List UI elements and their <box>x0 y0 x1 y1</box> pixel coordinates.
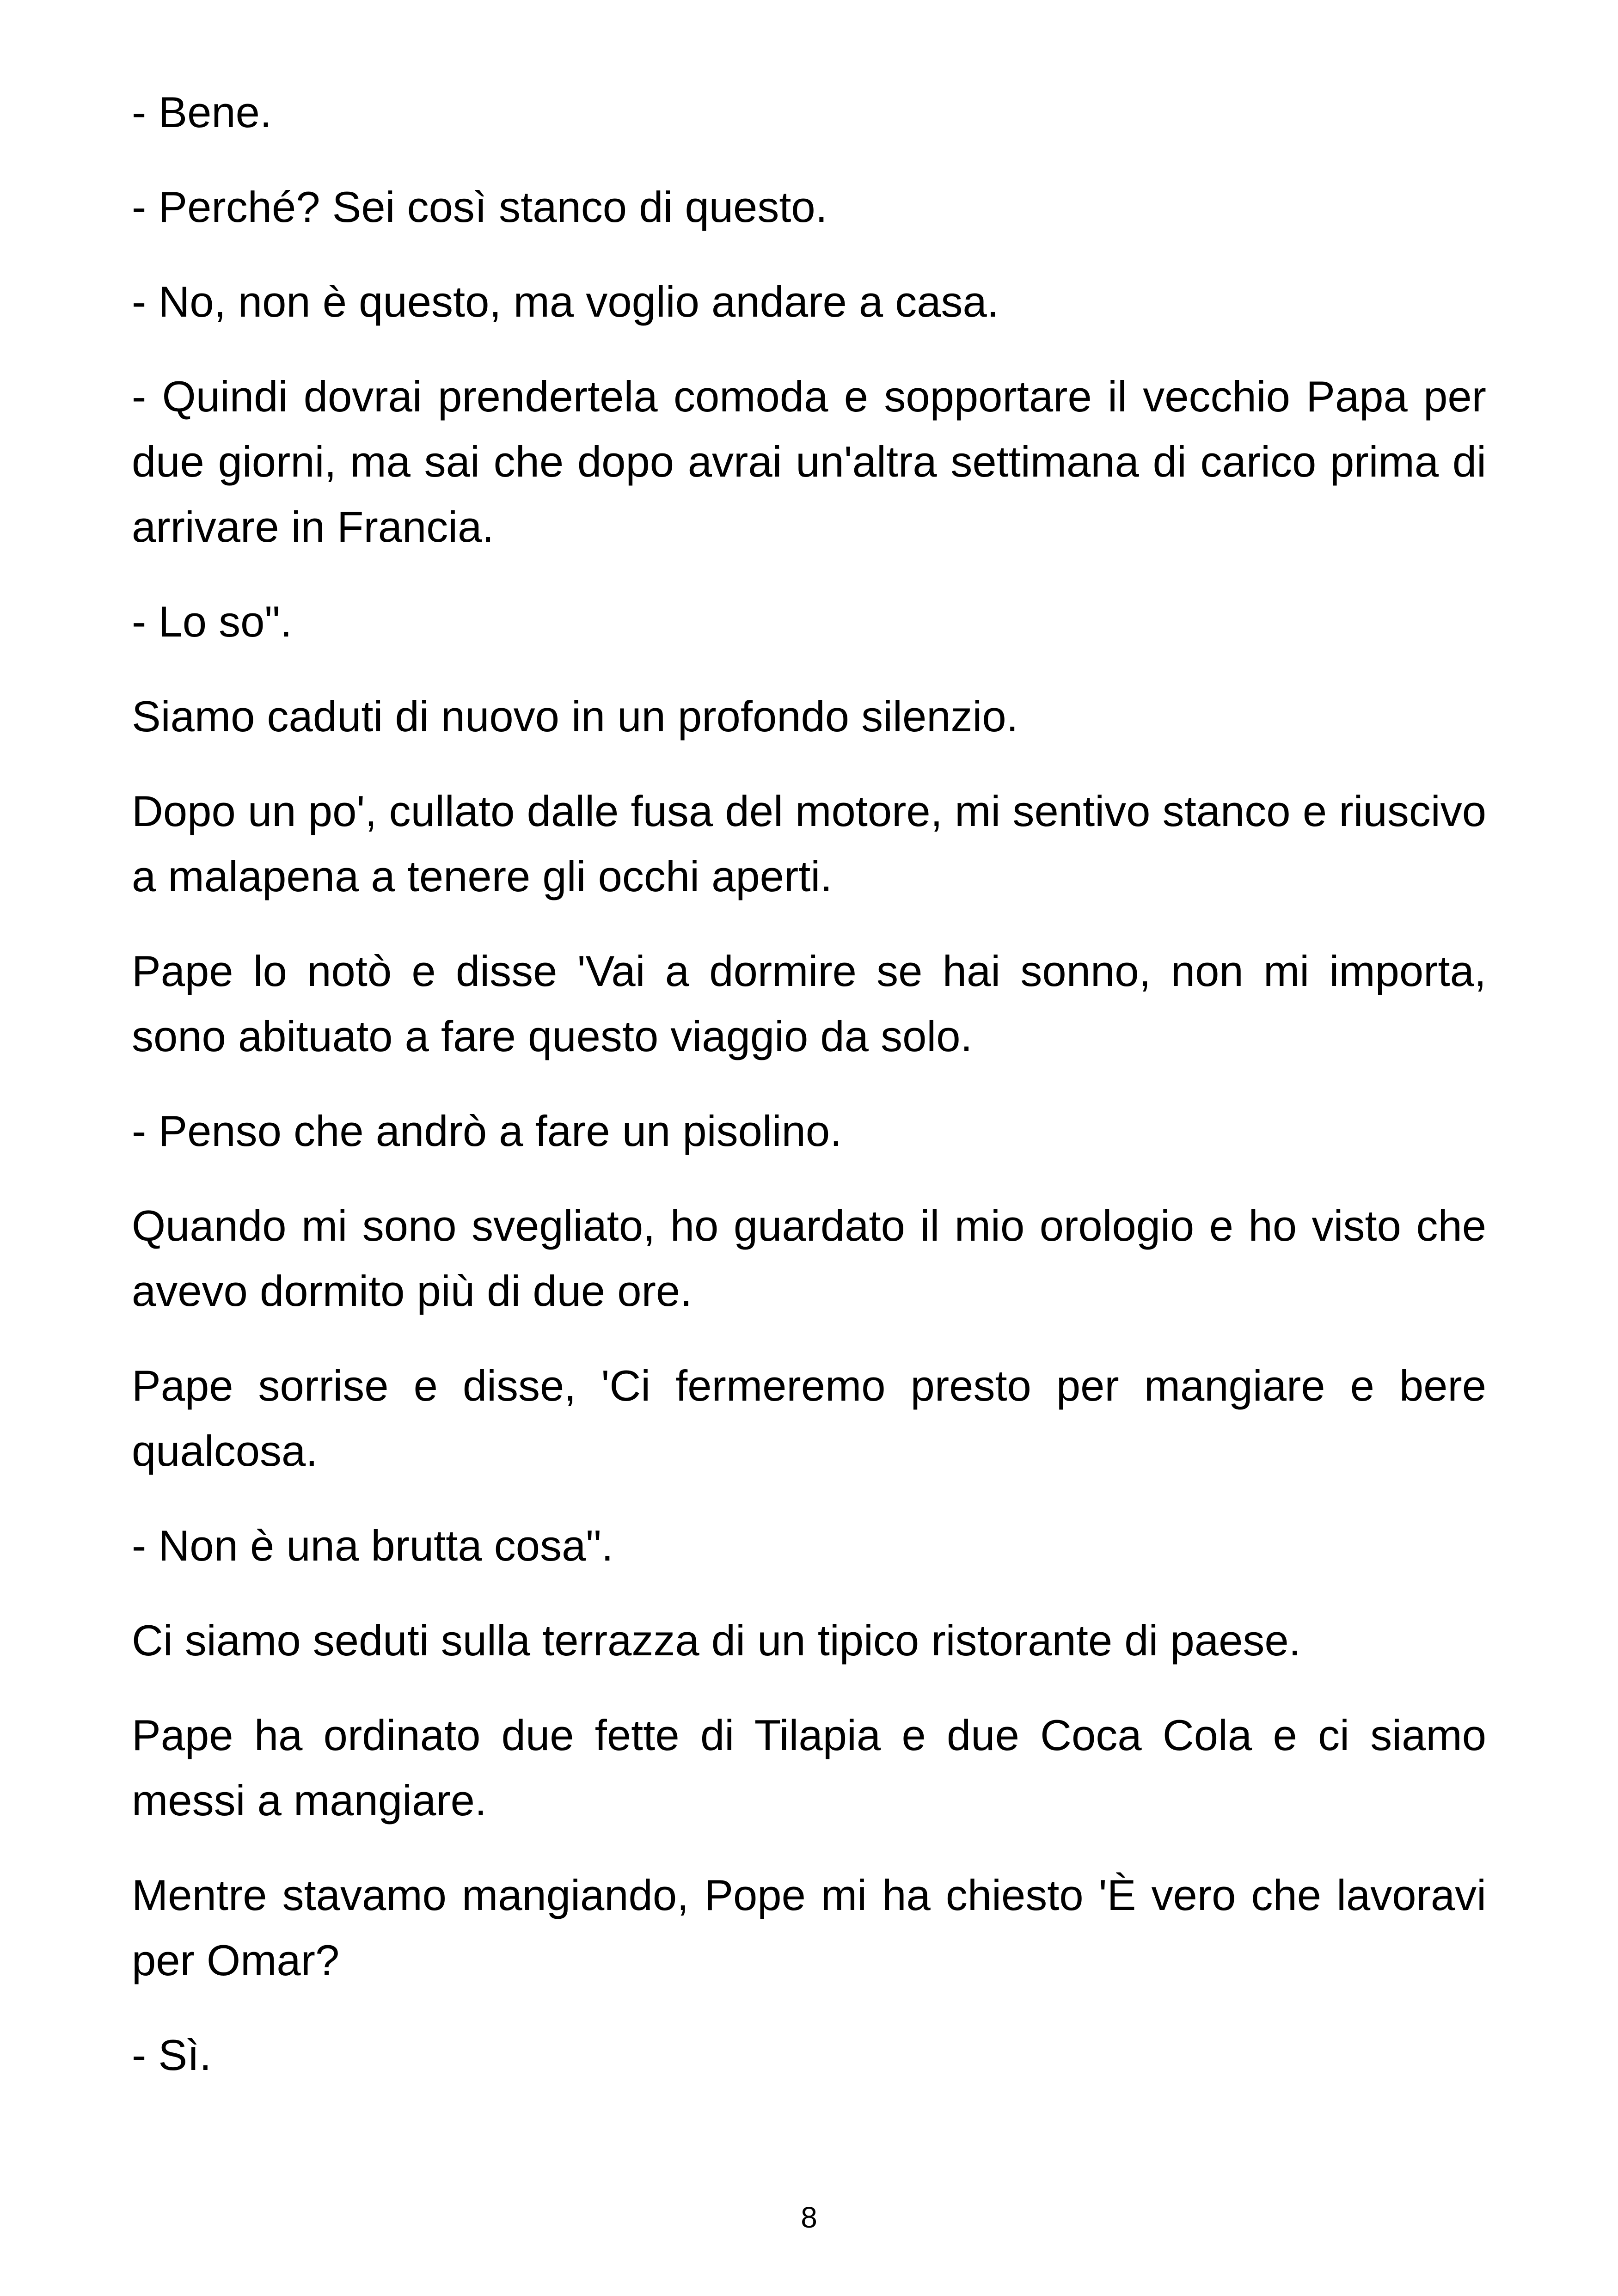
paragraph: Ci siamo seduti sulla terrazza di un tipico ristorante di paese. <box>132 1616 1301 1665</box>
paragraph: Dopo un po', cullato dalle fusa del motore, mi sentivo stanco e riuscivo a malapena a tenere gli occhi aperti. <box>132 787 1486 900</box>
paragraph: - Non è una brutta cosa". <box>132 1521 613 1570</box>
paragraph: Pape sorrise e disse, 'Ci fermeremo presto per mangiare e bere qualcosa. <box>132 1361 1486 1475</box>
paragraph: - Quindi dovrai prendertela comoda e sopportare il vecchio Papa per due giorni, ma sai che dopo avrai un'altra settimana di carico prima di arrivare in Francia. <box>132 372 1486 551</box>
paragraph: Pape ha ordinato due fette di Tilapia e due Coca Cola e ci siamo messi a mangiare. <box>132 1711 1486 1825</box>
page-body <box>132 80 1486 2117</box>
page-number: 8 <box>801 2201 817 2234</box>
paragraph: - Sì. <box>132 2031 212 2079</box>
paragraph: Pape lo notò e disse 'Vai a dormire se hai sonno, non mi importa, sono abituato a fare questo viaggio da solo. <box>132 947 1486 1060</box>
paragraph: - Perché? Sei così stanco di questo. <box>132 183 827 231</box>
paragraph: Mentre stavamo mangiando, Pope mi ha chiesto 'È vero che lavoravi per Omar? <box>132 1871 1486 1984</box>
paragraph: - No, non è questo, ma voglio andare a casa. <box>132 277 999 326</box>
paragraph: Quando mi sono svegliato, ho guardato il mio orologio e ho visto che avevo dormito più di due ore. <box>132 1201 1486 1315</box>
paragraph: - Lo so". <box>132 597 292 646</box>
paragraph: - Penso che andrò a fare un pisolino. <box>132 1107 842 1155</box>
paragraph: - Bene. <box>132 88 272 136</box>
paragraph: Siamo caduti di nuovo in un profondo silenzio. <box>132 692 1018 741</box>
